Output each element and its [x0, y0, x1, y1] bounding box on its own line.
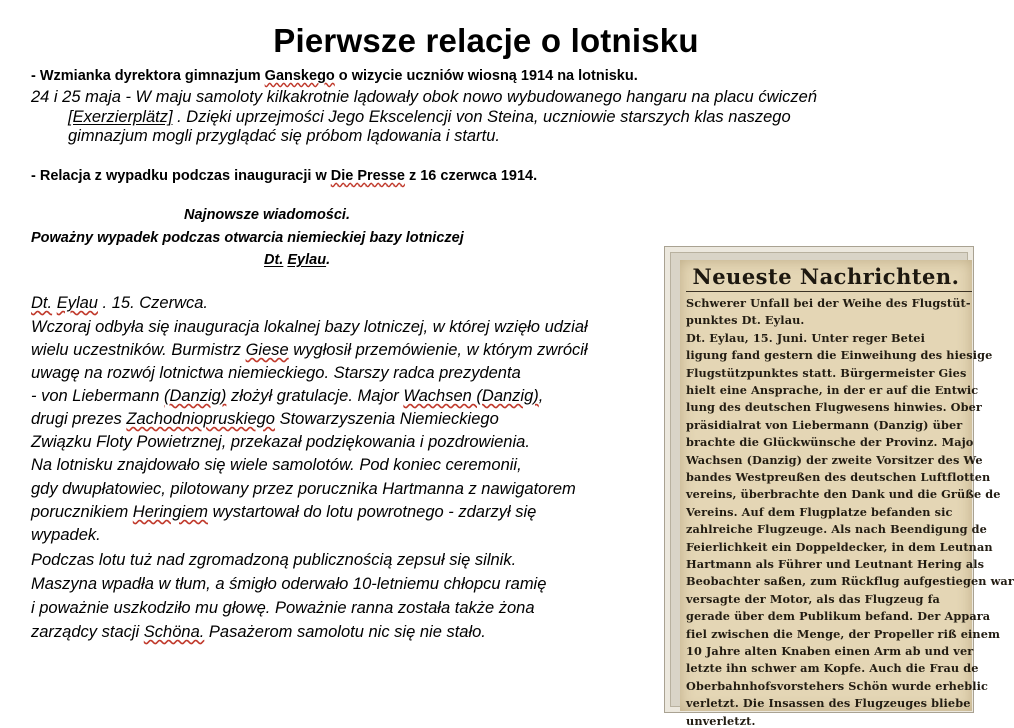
body-line13: i poważnie uszkodziło mu głowę. Poważnie ranna została także żona — [31, 599, 535, 617]
clipping-line: Hartmann als Führer und Leutnant Hering als — [686, 557, 985, 571]
body-line10: wypadek. — [31, 526, 101, 544]
para1-line2-text: . Dzięki uprzejmości Jego Ekscelencji von Steina, uczniowie starszych klas naszego — [172, 108, 791, 126]
clipping-line: fiel zwischen die Menge, der Propeller riß einem — [686, 626, 1001, 641]
name-danzig: (Danzig) — [164, 387, 227, 405]
para1-line1: 24 i 25 maja - W maju samoloty kilkakrotnie lądowały obok nowo wybudowanego hangaru na placu ćwiczeń — [31, 88, 818, 106]
clipping-line: Dt. Eylau, 15. Juni. Unter reger Betei — [686, 330, 925, 345]
body-line4 — [31, 387, 543, 406]
body-line4-end: , — [538, 387, 544, 405]
dateline-eylau: Eylau — [56, 294, 98, 312]
name-heringiem: Heringiem — [132, 503, 208, 521]
body-line5-text: drugi prezes — [31, 410, 127, 428]
name-giese: Giese — [245, 341, 289, 359]
clipping-line: bandes Westpreußen des deutschen Luftflotten — [686, 470, 991, 484]
clipping-heading: Neueste Nachrichten. — [692, 264, 960, 289]
clipping-line: 10 Jahre alten Knaben einen Arm ab und ver — [686, 644, 974, 658]
clipping-line: vereins, überbrachte den Dank und die Grüße de — [686, 487, 1001, 502]
intro-line — [31, 68, 638, 84]
intro-text-end: o wizycie uczniów wiosną 1914 na lotnisku. — [334, 68, 638, 84]
body-line3: uwagę na rozwój lotnictwa niemieckiego. Starszy radca prezydenta — [31, 364, 521, 382]
clipping-line: Flugstützpunktes statt. Bürgermeister Gies — [686, 365, 967, 380]
body-line2-text: wielu uczestników. Burmistrz — [31, 341, 246, 359]
clipping-line: Schwerer Unfall bei der Weihe des Flugstüt- — [686, 296, 971, 310]
clipping-line: lung des deutschen Flugwesens hinwies. Ober — [686, 400, 982, 415]
headline-line2: Poważny wypadek podczas otwarcia niemieckiej bazy lotniczej — [31, 230, 464, 246]
name-schona: Schöna. — [143, 623, 205, 641]
body-line4-mid: złożył gratulacje. Major — [226, 387, 404, 405]
clipping-line: Feierlichkeit ein Doppeldecker, in dem Leutnan — [686, 539, 993, 554]
clipping-line: letzte ihn schwer am Kopfe. Auch die Frau de — [686, 661, 979, 676]
headline-line1: Najnowsze wiadomości. — [184, 207, 350, 223]
clipping-line: zahlreiche Flugzeuge. Als nach Beendigung de — [686, 522, 987, 537]
body-line11: Podczas lotu tuż nad zgromadzoną publicznością zepsuł się silnik. — [31, 551, 517, 569]
body-line5 — [31, 410, 499, 429]
body-line4-text: - von Liebermann — [31, 387, 164, 405]
clipping-line: unverletzt. — [686, 713, 756, 728]
clipping-line: hielt eine Ansprache, in der er auf die Entwic — [686, 383, 979, 397]
clipping-line: ligung fand gestern die Einweihung des hiesige — [686, 348, 993, 363]
body-line12: Maszyna wpadła w tłum, a śmigło oderwało 10-letniemu chłopcu ramię — [31, 575, 547, 593]
body-line5-end: Stowarzyszenia Niemieckiego — [275, 410, 499, 428]
body-dateline — [31, 294, 208, 313]
intro2-line — [31, 168, 537, 184]
body-line9-text: porucznikiem — [31, 503, 133, 521]
dateline-dt: Dt. — [31, 294, 53, 312]
headline-dt: Dt. — [264, 252, 284, 268]
page-title: Pierwsze relacje o lotnisku — [273, 22, 699, 59]
body-line14-end: Pasażerom samolotu nic się nie stało. — [204, 623, 486, 641]
intro-text: - Wzmianka dyrektora gimnazjum — [31, 68, 265, 84]
intro2-text: - Relacja z wypadku podczas inauguracji w — [31, 168, 331, 184]
newspaper-clipping — [680, 260, 1014, 728]
clipping-line: versagte der Motor, als das Flugzeug fa — [686, 591, 940, 606]
exerzierplatz-term: [Exerzierplätz] — [68, 108, 173, 126]
body-line9-end: wystartował do lotu powrotnego - zdarzył się — [208, 503, 537, 521]
body-line2 — [31, 341, 588, 360]
para1-line3: gimnazjum mogli przyglądać się próbom lądowania i startu. — [68, 127, 500, 145]
clipping-rule-top — [686, 291, 972, 292]
name-zachodniopruskiego: Zachodniopruskiego — [126, 410, 275, 428]
clipping-line: Wachsen (Danzig) der zweite Vorsitzer des We — [686, 452, 983, 467]
headline-dot: . — [326, 252, 331, 268]
clipping-line: brachte die Glückwünsche der Provinz. Majo — [686, 435, 974, 450]
headline-eylau: Eylau — [287, 252, 327, 268]
body-line14 — [31, 623, 486, 642]
para1-line2 — [68, 108, 791, 127]
clipping-line: präsidialrat von Liebermann (Danzig) über — [686, 417, 963, 432]
body-line9 — [31, 503, 536, 522]
clipping-line: punktes Dt. Eylau. — [686, 313, 805, 328]
name-wachsen: Wachsen (Danzig) — [403, 387, 539, 405]
body-line14-text: zarządcy stacji — [31, 623, 144, 641]
body-line2-text-end: wygłosił przemówienie, w którym zwrócił — [288, 341, 588, 359]
body-line1: Wczoraj odbyła się inauguracja lokalnej bazy lotniczej, w której wzięło udział — [31, 318, 588, 336]
clipping-line: verletzt. Die Insassen des Flugzeuges bliebe — [686, 696, 971, 711]
dateline-date: . 15. Czerwca. — [97, 294, 209, 312]
clipping-line: Oberbahnhofsvorstehers Schön wurde erheblic — [686, 678, 988, 693]
clipping-line: Beobachter saßen, zum Rückflug aufgestiegen war — [686, 574, 1014, 589]
body-line8: gdy dwupłatowiec, pilotowany przez porucznika Hartmanna z nawigatorem — [31, 480, 576, 498]
headline-line3 — [264, 252, 330, 268]
intro-name: Ganskego — [264, 68, 335, 84]
intro2-text-end: z 16 czerwca 1914. — [404, 168, 538, 184]
clipping-line: Vereins. Auf dem Flugplatze befanden sic — [686, 504, 953, 519]
body-line6: Związku Floty Powietrznej, przekazał podziękowania i pozdrowienia. — [31, 433, 530, 451]
newspaper-name: Die Presse — [330, 168, 405, 184]
clipping-line: gerade über dem Publikum befand. Der Appara — [686, 609, 991, 624]
body-line7: Na lotnisku znajdowało się wiele samolotów. Pod koniec ceremonii, — [31, 456, 522, 474]
